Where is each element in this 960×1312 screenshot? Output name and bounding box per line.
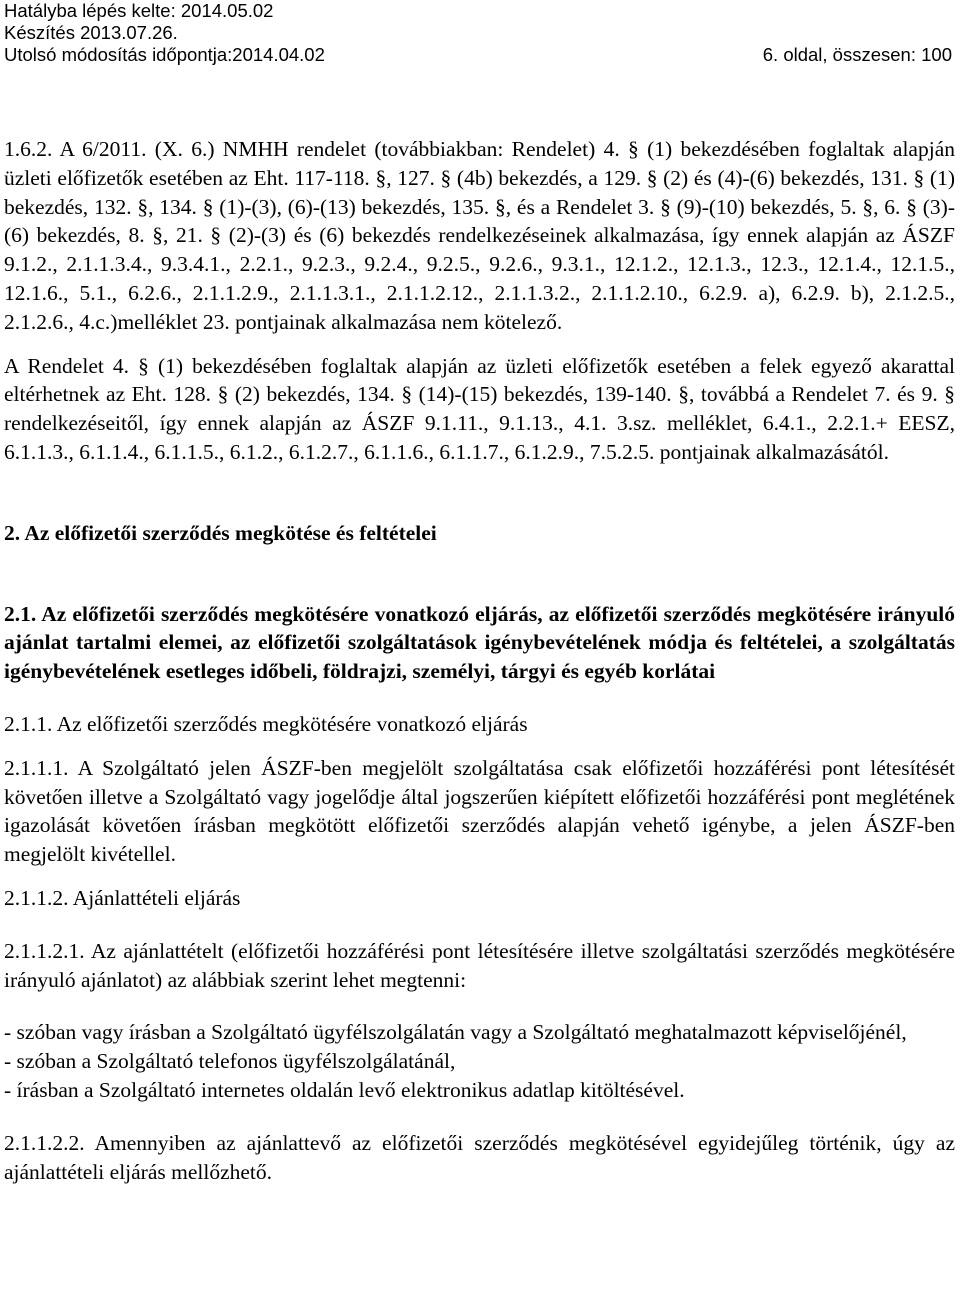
page-info: 6. oldal, összesen: 100: [762, 44, 952, 65]
section-heading-2-1-1-2: 2.1.1.2. Ajánlattételi eljárás: [4, 885, 241, 910]
paragraph-rendelet: A Rendelet 4. § (1) bekezdésében foglaltak alapján az üzleti előfizetők esetében a felek egyező akarattal eltérhetnek az Eht. 128. § (2) bekezdés, 134. § (14)-(15) bekezdés, 139-140. §, továbbá a Rendelet 7. és 9. § rendelkezéseitől, így ennek alapján az ÁSZF 9.1.11., 9.1.13., 4.1. 3.sz. melléklet, 6.4.1., 2.2.1.+ EESZ, 6.1.1.3., 6.1.1.4., 6.1.1.5., 6.1.2., 6.1.2.7., 6.1.1.6., 6.1.1.7., 6.1.2.9., 7.5.2.5. pontjainak alkalmazásától.: [4, 353, 955, 464]
list-item: - szóban vagy írásban a Szolgáltató ügyfélszolgálatán vagy a Szolgáltató meghatalmazott képviselőjénél,: [4, 1020, 907, 1045]
section-heading-2-1: 2.1. Az előfizetői szerződés megkötésére vonatkozó eljárás, az előfizetői szerződés megkötésére irányuló ajánlat tartalmi elemei, az előfizetői szolgáltatások igénybevételének módja és feltételei, a szolgáltatás igénybevételének esetleges időbeli, földrajzi, személyi, tárgyi és egyéb korlátai: [4, 601, 955, 684]
list-item: - szóban a Szolgáltató telefonos ügyfélszolgálatánál,: [4, 1049, 456, 1074]
section-heading-2: 2. Az előfizetői szerződés megkötése és feltételei: [4, 520, 437, 545]
section-heading-2-1-1: 2.1.1. Az előfizetői szerződés megkötésére vonatkozó eljárás: [4, 711, 528, 736]
document-header: [4, 0, 325, 66]
paragraph-2-1-1-2-2: 2.1.1.2.2. Amennyiben az ajánlattevő az előfizetői szerződés megkötésével egyidejűleg történik, úgy az ajánlattételi eljárás mellőzhető.: [4, 1130, 955, 1184]
list-item: - írásban a Szolgáltató internetes oldalán levő elektronikus adatlap kitöltésével.: [4, 1077, 685, 1102]
paragraph-2-1-1-1: 2.1.1.1. A Szolgáltató jelen ÁSZF-ben megjelölt szolgáltatása csak előfizetői hozzáférési pont létesítését követően illetve a Szolgáltató vagy jogelődje által jogszerűen kiépített előfizetői hozzáférési pont meglétének igazolását követően írásban megkötött előfizetői szerződés alapján vehető igénybe, a jelen ÁSZF-ben megjelölt kivétellel.: [4, 755, 955, 867]
paragraph-2-1-1-2-1: 2.1.1.2.1. Az ajánlattételt (előfizetői hozzáférési pont létesítésére illetve szolgáltatási szerződés megkötésére irányuló ajánlatot) az alábbiak szerint lehet megtenni:: [4, 938, 955, 992]
effective-date: Hatályba lépés kelte: 2014.05.02: [4, 0, 274, 21]
document-body: [4, 135, 955, 1186]
paragraph-1-6-2: 1.6.2. A 6/2011. (X. 6.) NMHH rendelet (továbbiakban: Rendelet) 4. § (1) bekezdésében foglaltak alapján üzleti előfizetők esetében az Eht. 117-118. §, 127. § (4b) bekezdés, a 129. § (2) és (4)-(6) bekezdés, 131. § (1) bekezdés, 132. §, 134. § (1)-(3), (6)-(13) bekezdés, 135. §, és a Rendelet 3. § (9)-(10) bekezdés, 5. §, 6. § (3)-(6) bekezdés, 8. §, 21. § (2)-(3) és (6) bekezdés rendelkezéseinek alkalmazása, így ennek alapján az ÁSZF 9.1.2., 2.1.1.3.4., 9.3.4.1., 2.2.1., 9.2.3., 9.2.4., 9.2.5., 9.2.6., 9.3.1., 12.1.2., 12.1.3., 12.3., 12.1.4., 12.1.5., 12.1.6., 5.1., 6.2.6., 2.1.1.2.9., 2.1.1.3.1., 2.1.1.2.12., 2.1.1.3.2., 2.1.1.2.10., 6.2.9. a), 6.2.9. b), 2.1.2.5., 2.1.2.6., 4.c.)melléklet 23. pontjainak alkalmazása nem kötelező.: [4, 137, 955, 334]
created-date: Készítés 2013.07.26.: [4, 22, 178, 43]
modified-date: Utolsó módosítás időpontja:2014.04.02: [4, 44, 325, 65]
